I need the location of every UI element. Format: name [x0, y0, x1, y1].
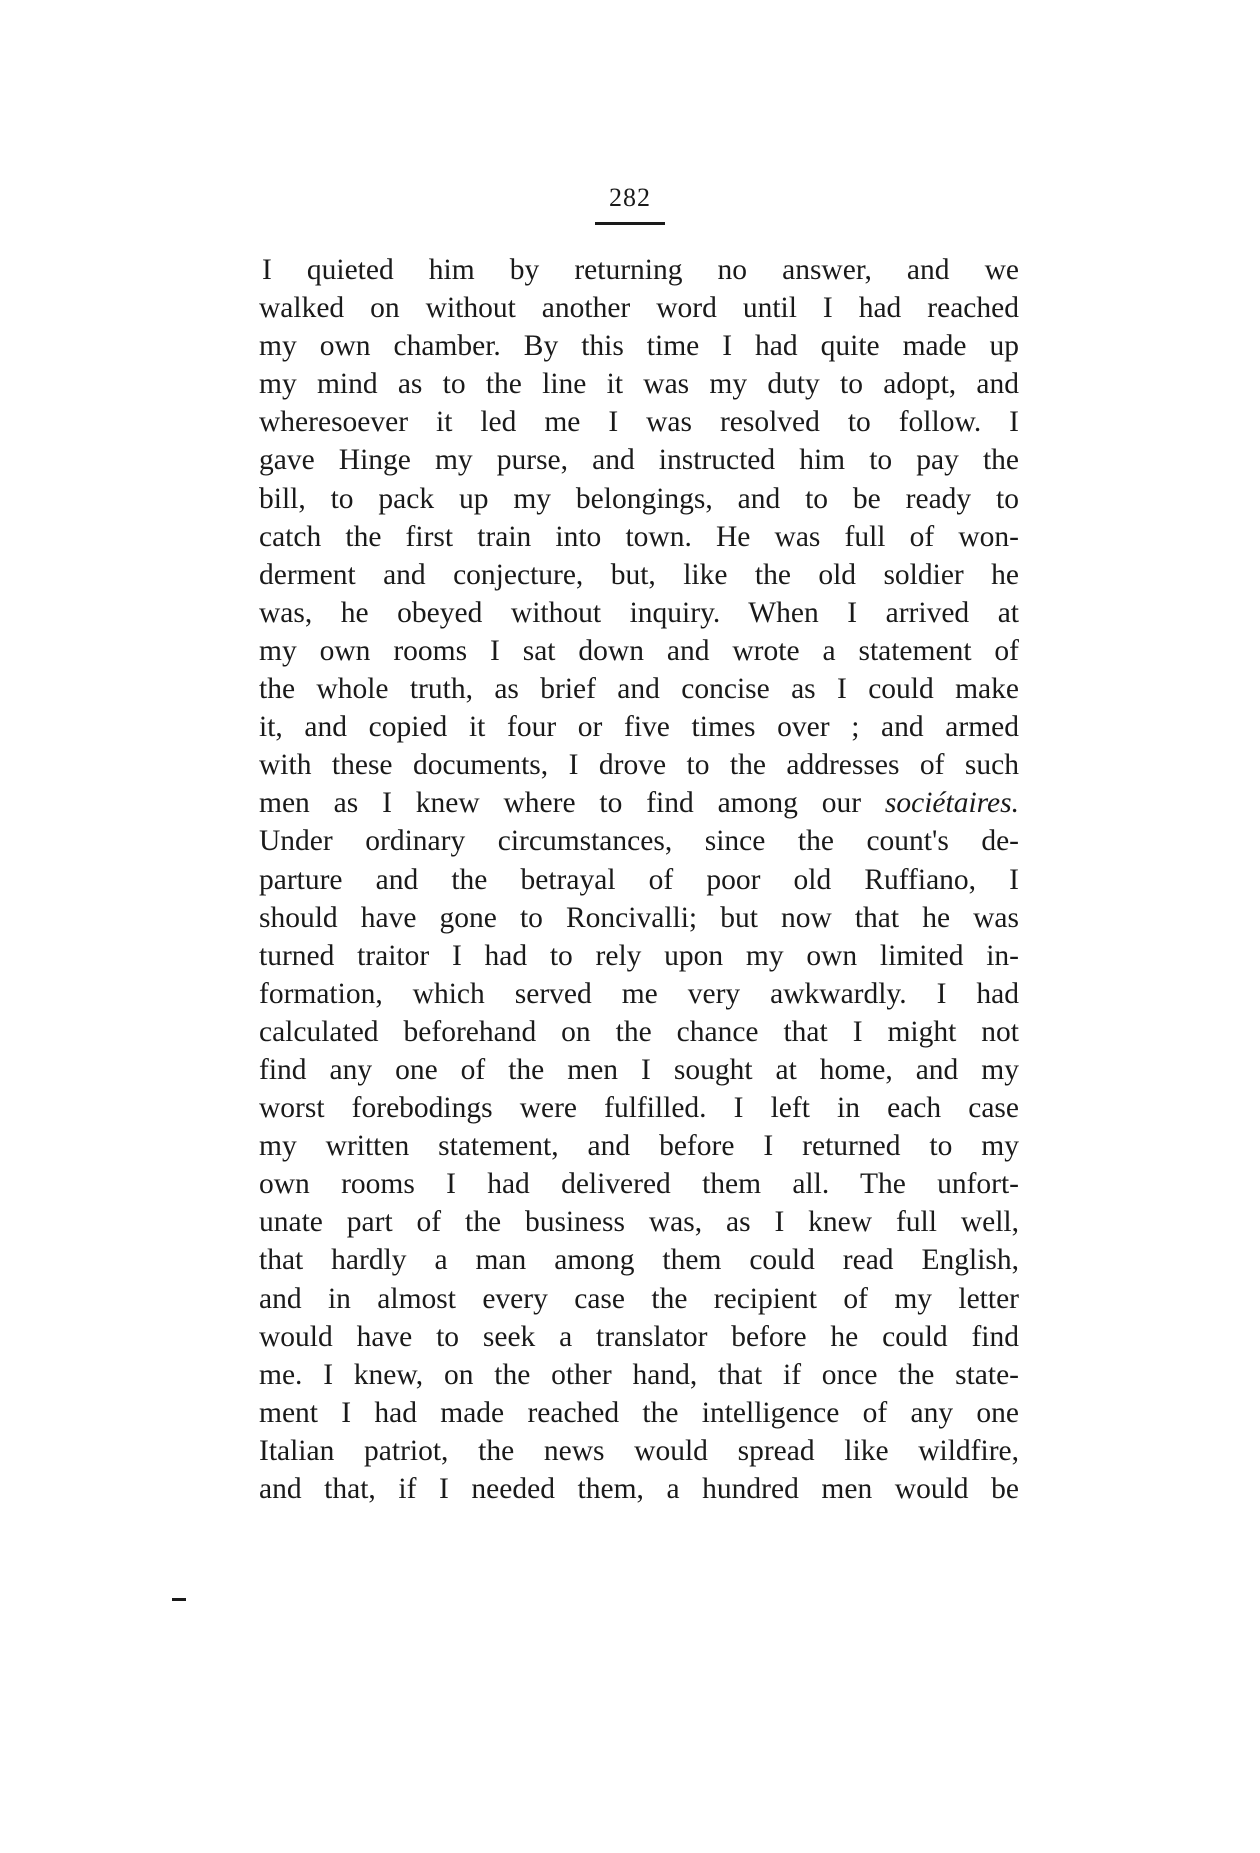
text-line: gave Hinge my purse, and instructed him to pay the: [259, 444, 1019, 477]
text-line: that hardly a man among them could read English,: [259, 1244, 1019, 1277]
text-line: it, and copied it four or five times over ; and armed: [259, 711, 1019, 744]
text-line: worst forebodings were fulfilled. I left in each case: [259, 1092, 1019, 1125]
text-line-start: men as I knew where to find among our: [259, 787, 885, 820]
text-line: and that, if I needed them, a hundred men would be: [259, 1473, 1019, 1505]
text-line: wheresoever it led me I was resolved to follow. I: [259, 406, 1019, 439]
text-line: own rooms I had delivered them all. The unfort-: [259, 1168, 1019, 1201]
text-line: turned traitor I had to rely upon my own limited in-: [259, 939, 1019, 972]
text-line: find any one of the men I sought at home, and my: [259, 1053, 1019, 1086]
text-line: my own chamber. By this time I had quite made up: [259, 330, 1019, 363]
italic-word: sociétaires.: [884, 787, 1019, 820]
stray-mark: [172, 1598, 186, 1601]
text-line: parture and the betrayal of poor old Ruffiano, I: [259, 863, 1019, 896]
header-rule: [595, 222, 665, 225]
text-line: my written statement, and before I returned to my: [259, 1130, 1019, 1163]
text-line: with these documents, I drove to the addresses of such: [259, 749, 1019, 782]
text-line: I quieted him by returning no answer, and we: [262, 254, 1019, 286]
text-line: and in almost every case the recipient of my letter: [259, 1282, 1019, 1315]
text-line: me. I knew, on the other hand, that if once the state-: [259, 1358, 1019, 1391]
text-line: the whole truth, as brief and concise as I could make: [259, 673, 1019, 706]
text-line: ment I had made reached the intelligence of any one: [259, 1396, 1019, 1429]
text-line: should have gone to Roncivalli; but now that he was: [259, 901, 1019, 934]
text-line: formation, which served me very awkwardly. I had: [259, 977, 1019, 1010]
text-line: unate part of the business was, as I knew full well,: [259, 1206, 1019, 1239]
text-line: derment and conjecture, but, like the old soldier he: [259, 558, 1019, 591]
text-line: would have to seek a translator before he could find: [259, 1320, 1019, 1353]
text-line: catch the first train into town. He was full of won-: [259, 520, 1019, 553]
text-line: calculated beforehand on the chance that I might not: [259, 1015, 1019, 1048]
text-line-with-italic: [259, 784, 1019, 822]
text-line: walked on without another word until I had reached: [259, 292, 1019, 325]
text-line: my own rooms I sat down and wrote a statement of: [259, 634, 1019, 667]
text-line: bill, to pack up my belongings, and to be ready to: [259, 482, 1019, 515]
text-line: Italian patriot, the news would spread like wildfire,: [259, 1434, 1019, 1467]
text-line: my mind as to the line it was my duty to adopt, and: [259, 368, 1019, 401]
body-text: [259, 251, 1019, 1508]
page-number: 282: [609, 183, 651, 212]
text-line: was, he obeyed without inquiry. When I arrived at: [259, 596, 1019, 629]
text-line: Under ordinary circumstances, since the count's de-: [259, 825, 1019, 858]
